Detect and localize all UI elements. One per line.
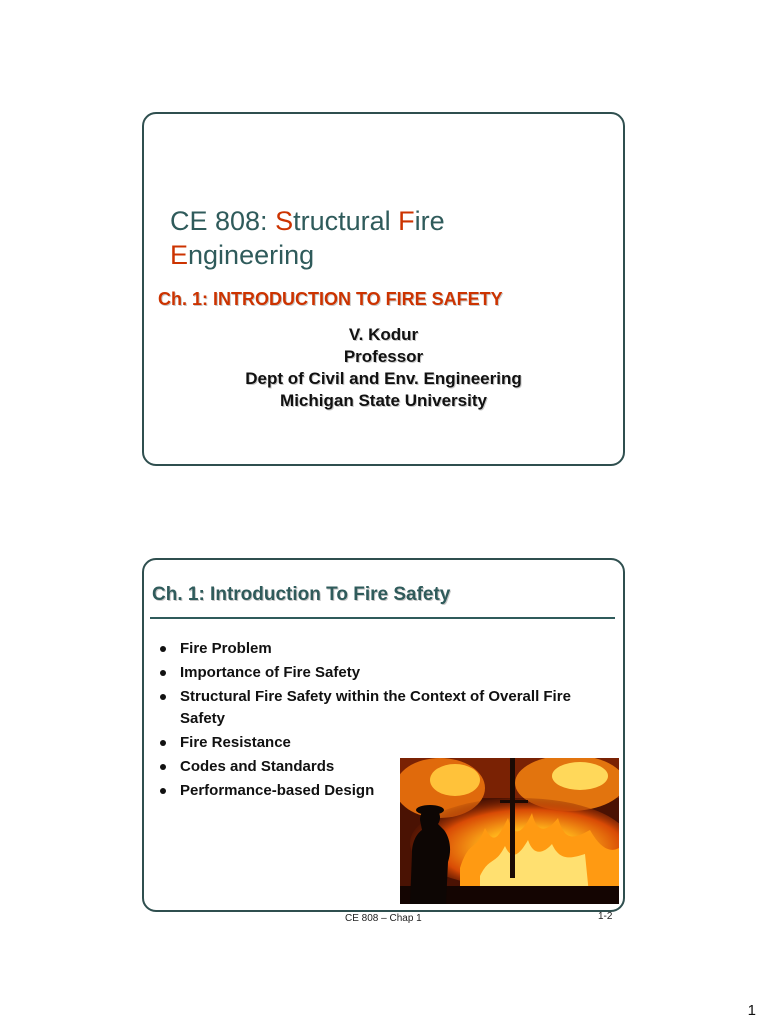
title-divider [150,617,615,619]
chapter-subtitle: Ch. 1: INTRODUCTION TO FIRE SAFETY [158,289,503,309]
author-position: Professor [343,347,424,366]
title-letter-s: S [275,206,294,236]
bullet-icon [160,646,166,652]
bullet-icon [160,788,166,794]
author-university: Michigan State University [280,391,487,410]
list-item [158,662,588,684]
bullet-icon [160,740,166,746]
bullet-text: Fire Problem [180,640,272,657]
title-letter-f: F [398,206,415,236]
title-letter-e: E [170,240,189,270]
list-item [158,686,588,730]
list-item [158,732,588,754]
page-number: 1 [747,1002,756,1019]
bullet-text: Codes and Standards [180,758,335,775]
author-department: Dept of Civil and Env. Engineering [245,369,522,388]
list-item [158,638,588,660]
title-slide [142,112,625,466]
bullet-icon [160,764,166,770]
slide-footer-label: CE 808 – Chap 1 [345,913,422,924]
author-block [144,324,623,412]
author-name: V. Kodur [348,325,419,344]
outline-slide [142,558,625,912]
title-ire: ire [414,206,445,236]
bullet-icon [160,670,166,676]
bullet-text: Performance-based Design [180,782,375,799]
bullet-text: Importance of Fire Safety [180,664,361,681]
bullet-text: Structural Fire Safety within the Context of Overall Fire Safety [180,688,571,727]
bullet-icon [160,694,166,700]
slide-number: 1-2 [598,911,613,922]
bullet-text: Fire Resistance [180,734,291,751]
title-tructural: tructural [293,206,399,236]
firefighter-fire-image [400,758,619,904]
course-title [170,204,610,272]
slide-title: Ch. 1: Introduction To Fire Safety [152,584,451,605]
title-ngineering: ngineering [188,240,315,270]
title-prefix: CE 808: [170,206,276,236]
